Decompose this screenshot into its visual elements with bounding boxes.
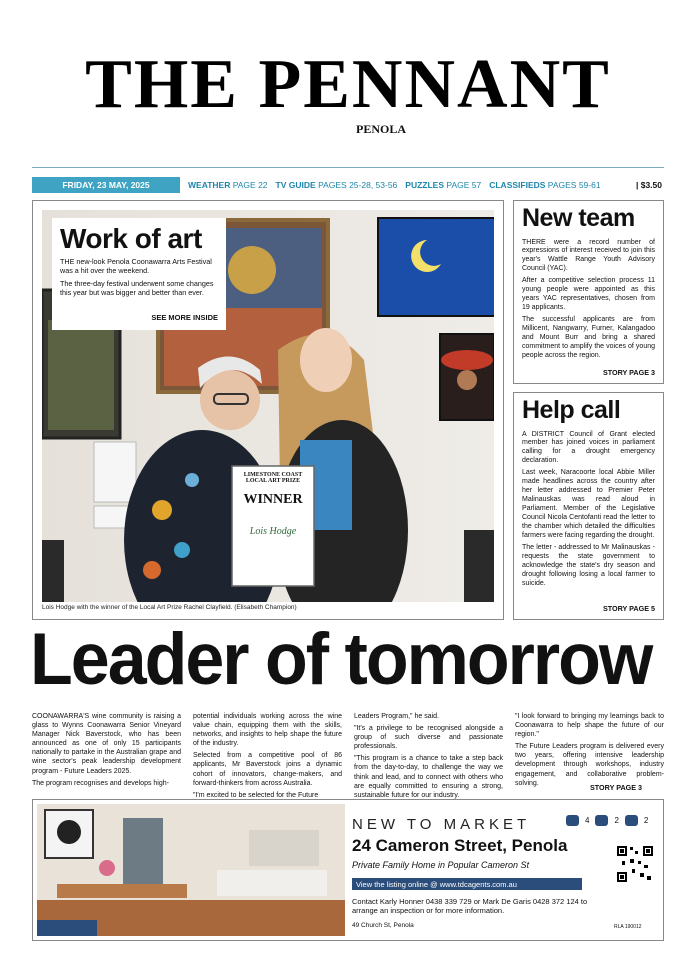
new-team-panel: [513, 200, 664, 384]
article-paragraph: "This program is a chance to take a step back from the day-to-day, to challenge the way we think and lead, and to connect with others who are equally committed to ensuring a strong, sustainable future for our industry.: [354, 755, 503, 799]
bath-count: 2: [614, 816, 619, 825]
help-call-story-link[interactable]: STORY PAGE 5: [602, 604, 655, 613]
work-of-art-box: [52, 218, 226, 330]
help-call-panel: [513, 392, 664, 620]
ad-house-photo: [37, 804, 345, 936]
ad-office: 49 Church St, Penola: [352, 922, 414, 929]
certificate-sponsor: Lois Hodge: [249, 526, 297, 537]
bath-icon: [595, 815, 608, 826]
new-team-p2: After a competitive selection process 11 young people were appointed as this years YAC representatives, chosen from 19 applicants.: [522, 277, 655, 312]
photo-caption: Lois Hodge with the winner of the Local Art Prize Rachel Clayfield. (Elisabeth Champion): [42, 604, 297, 611]
puzzles-ref[interactable]: PUZZLES PAGE 57: [405, 180, 482, 190]
article-column-2: [193, 712, 342, 803]
article-paragraph: The program recognises and develops high-: [32, 779, 169, 787]
kitchen-dining-illustration: [37, 804, 345, 936]
lead-headline: Leader of tomorrow: [30, 617, 652, 700]
bed-icon: [566, 815, 579, 826]
masthead-title: THE PENNANT: [85, 46, 611, 123]
help-call-p1: A DISTRICT Council of Grant elected member has joined voices in parliament calling for a drought emergency declaration.: [522, 430, 655, 465]
article-column-3: [354, 712, 503, 803]
bed-count: 4: [585, 816, 590, 825]
ad-feature-icons: [566, 815, 648, 826]
article-paragraph: potential individuals working across the wine value chain, equipping them with the skills, networks, and insights to help shape the future of the industry.: [193, 713, 342, 748]
help-call-p3: The letter - addressed to Mr Malinauskas - requests the state government to acknowledge the state's dry season and drought following losing a local farmer to suicide.: [522, 543, 655, 587]
car-count: 2: [643, 816, 649, 825]
certificate-org: LIMESTONE COAST: [243, 472, 303, 478]
help-call-p2: Last week, Naracoorte local Abbie Miller made headlines across the country after her letter addressed to Premier Peter Malinauskas was read aloud in Parliament. Member of the Legislative Council Nicola Centofanti read the letter to the chamber which detailed the difficulties farmers were facing regarding the drought.: [522, 469, 655, 539]
article-paragraph: COONAWARRA'S wine community is raising a glass to Wynns Coonawarra Senior Vineyard Manager Nick Baverstock, who has been announced as one of only 15 participants nationally to partake in the Australian grape and wine sector's peak leadership development program - Future Leaders 2025.: [32, 713, 181, 775]
see-more-link[interactable]: SEE MORE INSIDE: [151, 313, 218, 322]
work-of-art-p2: The three-day festival underwent some changes this year but was bigger and better than ever.: [60, 279, 214, 298]
lead-article: [32, 712, 664, 803]
ad-contact: Contact Karly Honner 0438 339 729 or Mark De Garis 0428 372 124 to arrange an inspection or for more information.: [352, 897, 588, 916]
article-paragraph: "It's a privilege to be recognised alongside a group of such diverse and passionate professionals.: [354, 725, 503, 751]
new-team-story-link[interactable]: STORY PAGE 3: [602, 368, 655, 377]
ad-headline: NEW TO MARKET: [352, 816, 531, 833]
new-team-title: New team: [522, 204, 635, 232]
new-team-p3: The successful applicants are from Millicent, Nangwarry, Furner, Kalangadoo and Mount Burr and bring a shared commitment to amplify the voices of young people across the region.: [522, 316, 655, 359]
car-icon: [625, 815, 638, 826]
certificate-award: WINNER: [243, 492, 303, 507]
new-team-p1: THERE were a record number of expressions of interest received to join this year's Wattle Range Youth Advisory Council (YAC).: [522, 238, 655, 273]
ad-subtitle: Private Family Home in Popular Cameron St: [352, 860, 530, 870]
info-bar: [32, 177, 664, 193]
ad-web-link[interactable]: View the listing online @ www.tdcagents.com.au: [352, 878, 582, 890]
masthead: [0, 46, 696, 123]
article-column-1: [32, 712, 181, 803]
issue-date: FRIDAY, 23 MAY, 2025: [32, 177, 180, 193]
qr-code-icon[interactable]: [616, 845, 654, 883]
lead-story-link[interactable]: STORY PAGE 3: [590, 783, 643, 792]
weather-ref[interactable]: WEATHER PAGE 22: [188, 180, 268, 190]
article-paragraph: "I'm excited to be selected for the Future: [193, 791, 319, 799]
winner-certificate: [232, 472, 314, 537]
work-of-art-title: Work of art: [60, 223, 202, 254]
article-paragraph: "I look forward to bringing my learnings back to Coonawarra to help shape the future of our region.": [515, 713, 664, 739]
ad-reference: RLA 190012: [614, 924, 642, 930]
certificate-prize: LOCAL ART PRIZE: [245, 478, 301, 484]
classifieds-ref[interactable]: CLASSIFIEDS PAGES 59-61: [489, 180, 601, 190]
help-call-title: Help call: [522, 396, 621, 424]
masthead-rule: [32, 167, 664, 168]
tvguide-ref[interactable]: TV GUIDE PAGES 25-28, 53-56: [275, 180, 398, 190]
article-paragraph: Selected from a competitive pool of 86 applicants, Mr Baverstock joins a dynamic cohort of innovators, change-makers, and forward-thinkers from across Australia.: [193, 752, 342, 787]
ad-address: 24 Cameron Street, Penola: [352, 836, 568, 855]
masthead-subtitle: PENOLA: [356, 122, 407, 136]
article-paragraph: Leaders Program," he said.: [354, 713, 439, 720]
work-of-art-p1: THE new-look Penola Coonawarra Arts Festival was a hit over the weekend.: [60, 257, 212, 276]
price: | $3.50: [635, 180, 662, 190]
article-paragraph: The Future Leaders program is delivered every two years, offering intensive leadership development through workshops, industry engagement, and collaborative problem-solving.: [515, 743, 664, 787]
